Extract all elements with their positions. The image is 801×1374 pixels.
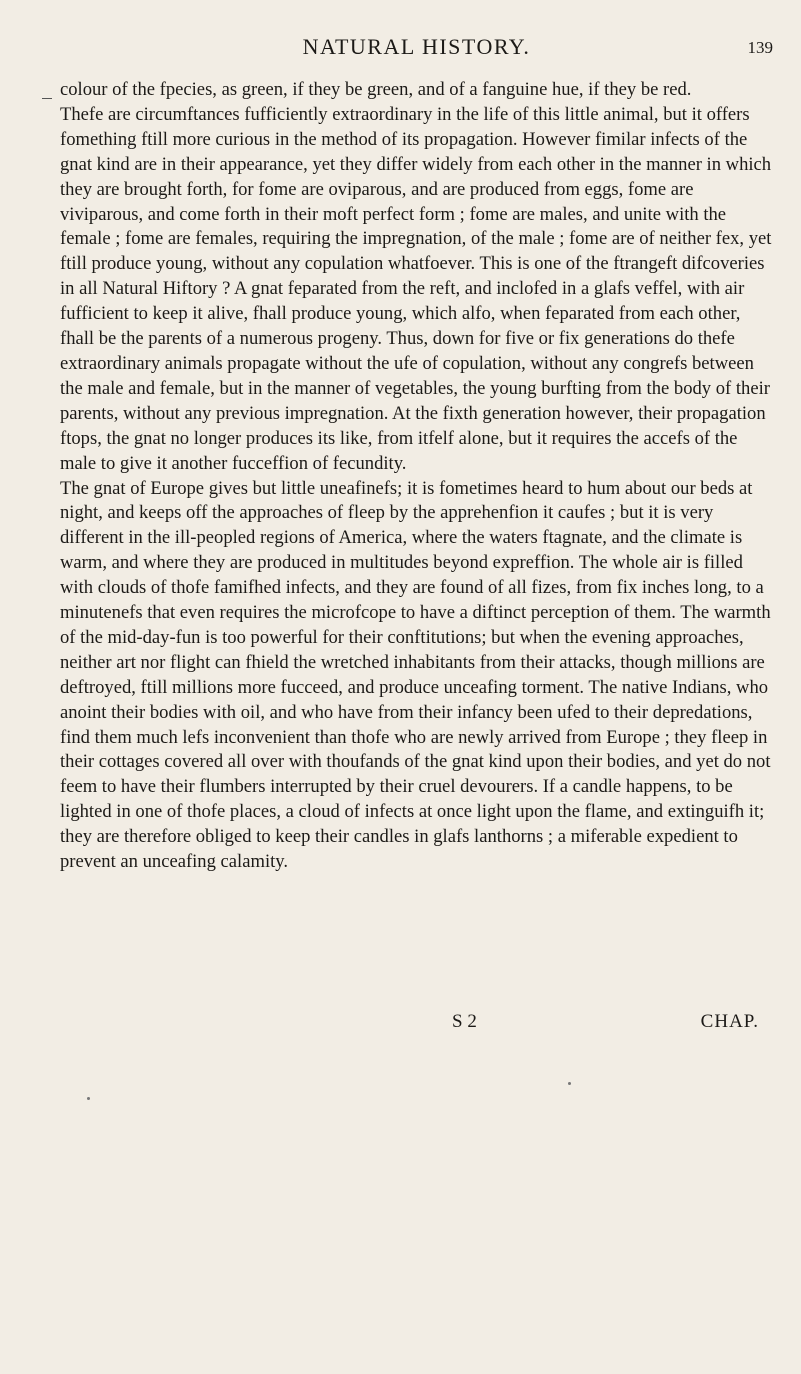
page-footer (60, 1011, 773, 1041)
paragraph-america-gnats: The gnat of Europe gives but little uneafinefs; it is fometimes heard to hum about our beds at night, and keeps off the approaches of fleep by the apprehenfion it caufes ; but it is very different in the ill-peopled regions of America, where the waters ftagnate, and the climate is warm, and where they are produced in multitudes beyond expreffion. The whole air is filled with clouds of thofe famifhed infects, and they are found of all fizes, from fix inches long, to a minutenefs that even requires the microfcope to have a diftinct perception of them. The warmth of the mid-day-fun is too powerful for their conftitutions; but when the evening approaches, neither art nor flight can fhield the wretched inhabitants from their attacks, though millions are deftroyed, ftill millions more fucceed, and produce unceafing torment. The native Indians, who anoint their bodies with oil, and who have from their infancy been ufed to their depredations, find them much lefs inconvenient than thofe who are newly arrived from Europe ; they fleep in their cottages covered all over with thoufands of the gnat kind upon their bodies, and yet do not feem to have their flumbers interrupted by their cruel devourers. If a candle happens, to be lighted in one of thofe places, a cloud of infects at once light upon the flame, and extinguifh it; they are therefore obliged to keep their candles in glafs lanthorns ; a miferable expedient to prevent an unceafing calamity. (60, 477, 771, 873)
running-head: NATURAL HISTORY. (302, 34, 531, 59)
margin-mark (42, 98, 52, 99)
paper-speck (87, 1097, 90, 1100)
paragraph-continuation: colour of the fpecies, as green, if they be green, and of a fanguine hue, if they be red. (60, 79, 692, 100)
catchword: CHAP. (700, 1011, 759, 1032)
paper-speck (568, 1082, 571, 1085)
page-number: 139 (747, 38, 773, 57)
paragraph-propagation: Thefe are circumftances fufficiently extraordinary in the life of this little animal, but it offers fomething ftill more curious in the method of its propagation. However fimilar infects of the gnat kind are in their appearance, yet they differ widely from each other in the manner in which they are brought forth, for fome are oviparous, and are produced from eggs, fome are viviparous, and come forth in their moft perfect form ; fome are males, and unite with the female ; fome are females, requiring the impregnation, of the male ; fome are of neither fex, yet ftill produce young, without any copulation whatfoever. This is one of the ftrangeft difcoveries in all Natural Hiftory ? A gnat feparated from the reft, and inclofed in a glafs veffel, with air fufficient to keep it alive, fhall produce young, which alfo, when feparated from each other, fhall be the parents of a numerous progeny. Thus, down for five or fix generations do thefe extraordinary animals propagate without the ufe of copulation, without any congrefs between the male and female, but in the manner of vegetables, the young burfting from the body of their parents, without any previous impregnation. At the fixth generation however, their propagation ftops, the gnat no longer produces its like, from itfelf alone, but it requires the accefs of the male to give it another fucceffion of fecundity. (60, 103, 772, 474)
signature-mark: S 2 (452, 1011, 477, 1032)
page-header (60, 34, 773, 66)
body-text (60, 78, 772, 875)
